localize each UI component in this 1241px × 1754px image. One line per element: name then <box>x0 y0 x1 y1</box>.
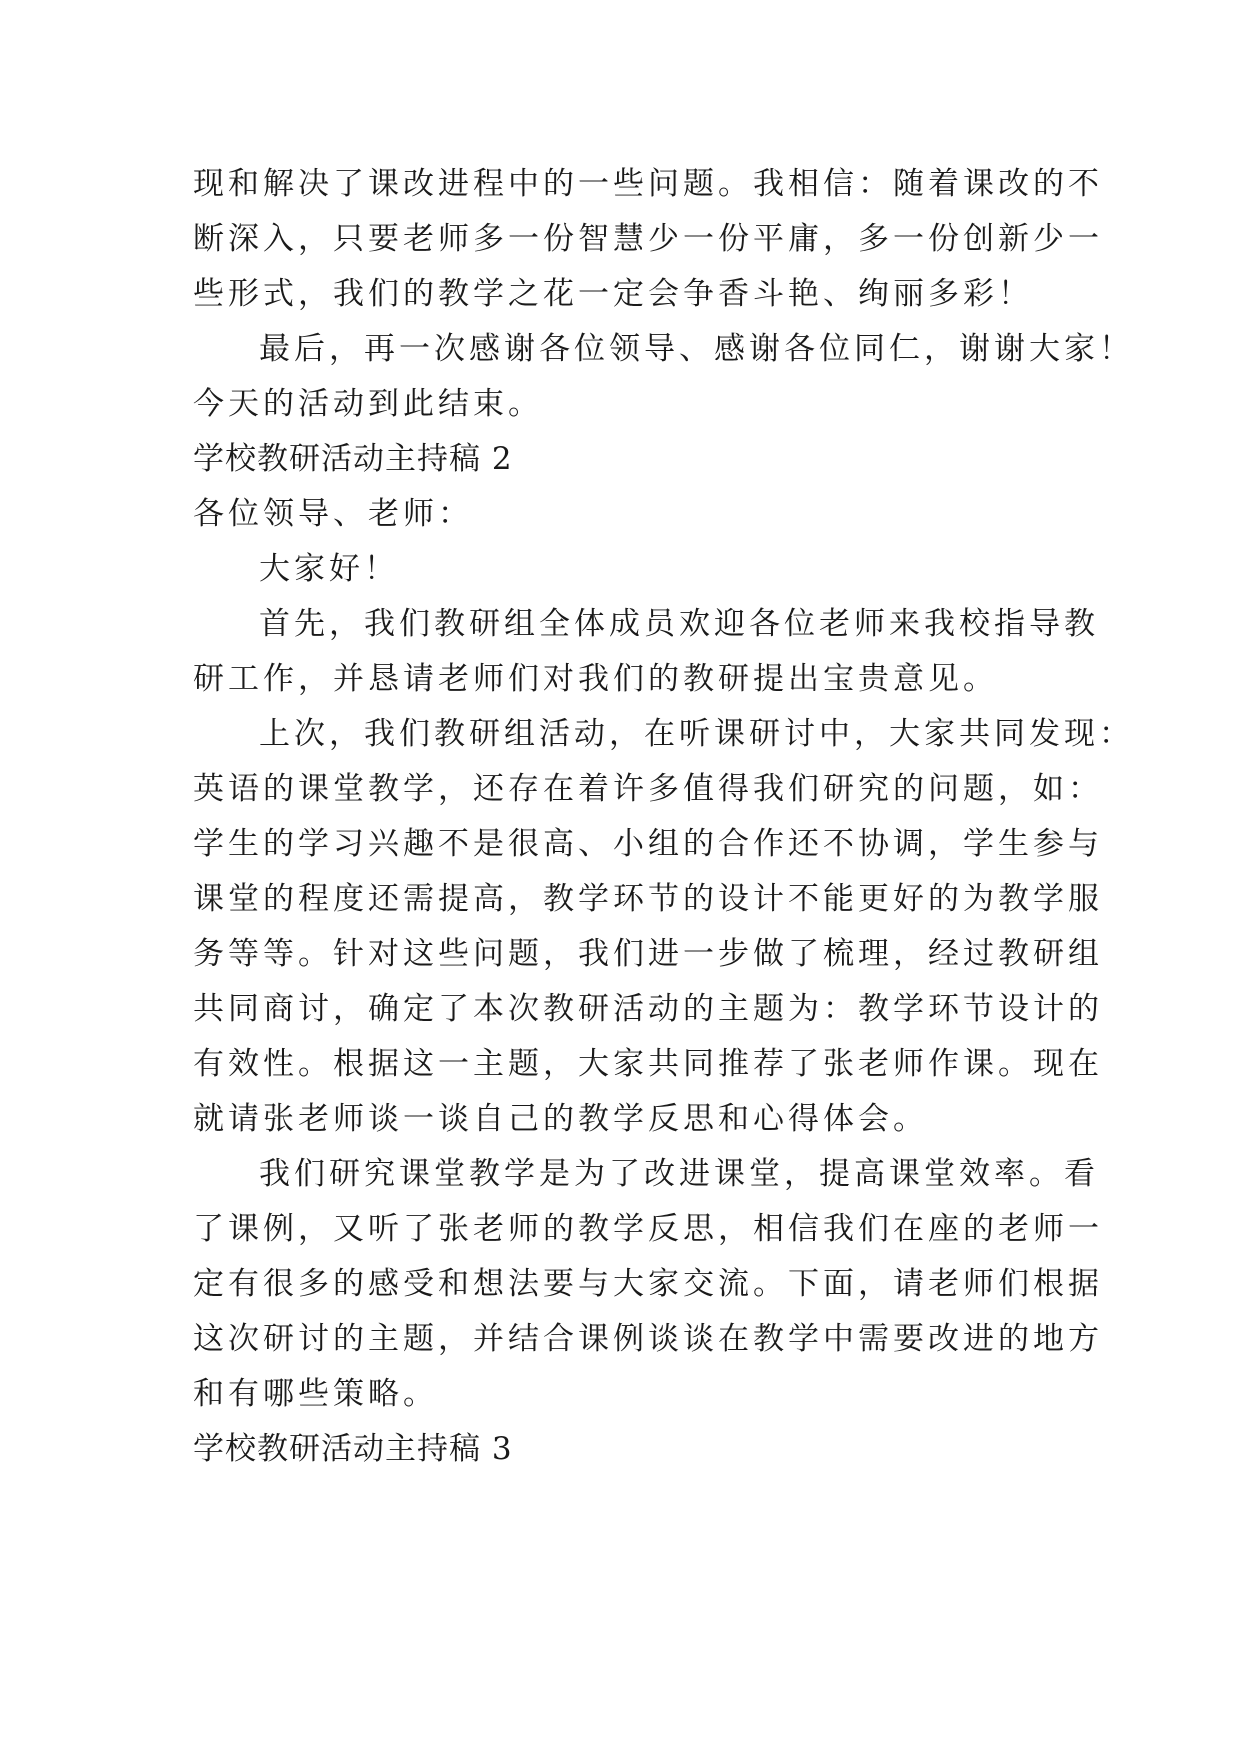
salutation: 各位领导、老师： <box>193 496 473 532</box>
text-line: 共同商讨，确定了本次教研活动的主题为：教学环节设计的 <box>193 991 1103 1027</box>
text-line: 定有很多的感受和想法要与大家交流。下面，请老师们根据 <box>193 1266 1103 1302</box>
text-line: 有效性。根据这一主题，大家共同推荐了张老师作课。现在 <box>193 1046 1103 1082</box>
text-line: 就请张老师谈一谈自己的教学反思和心得体会。 <box>193 1101 928 1137</box>
text-line: 课堂的程度还需提高，教学环节的设计不能更好的为教学服 <box>193 881 1103 917</box>
text-line: 今天的活动到此结束。 <box>193 386 543 422</box>
paragraph-start-line: 首先，我们教研组全体成员欢迎各位老师来我校指导教 <box>259 606 1099 642</box>
text-line: 这次研讨的主题，并结合课例谈谈在教学中需要改进的地方 <box>193 1321 1103 1357</box>
text-line: 了课例，又听了张老师的教学反思，相信我们在座的老师一 <box>193 1211 1103 1247</box>
paragraph-start-line: 最后，再一次感谢各位领导、感谢各位同仁，谢谢大家！ <box>259 331 1134 367</box>
paragraph-start-line: 我们研究课堂教学是为了改进课堂，提高课堂效率。看 <box>259 1156 1099 1192</box>
text-line: 和有哪些策略。 <box>193 1376 438 1412</box>
text-line: 断深入，只要老师多一份智慧少一份平庸，多一份创新少一 <box>193 221 1103 257</box>
section-heading: 学校教研活动主持稿 3 <box>193 1431 513 1467</box>
paragraph-start-line: 上次，我们教研组活动，在听课研讨中，大家共同发现： <box>259 716 1134 752</box>
text-line: 现和解决了课改进程中的一些问题。我相信：随着课改的不 <box>193 166 1103 202</box>
section-heading: 学校教研活动主持稿 2 <box>193 441 513 477</box>
document-body <box>193 157 1134 1477</box>
greeting: 大家好！ <box>259 551 399 587</box>
text-line: 英语的课堂教学，还存在着许多值得我们研究的问题，如： <box>193 771 1103 807</box>
text-line: 些形式，我们的教学之花一定会争香斗艳、绚丽多彩！ <box>193 276 1033 312</box>
text-line: 学生的学习兴趣不是很高、小组的合作还不协调，学生参与 <box>193 826 1103 862</box>
text-line: 研工作，并恳请老师们对我们的教研提出宝贵意见。 <box>193 661 998 697</box>
text-line: 务等等。针对这些问题，我们进一步做了梳理，经过教研组 <box>193 936 1103 972</box>
